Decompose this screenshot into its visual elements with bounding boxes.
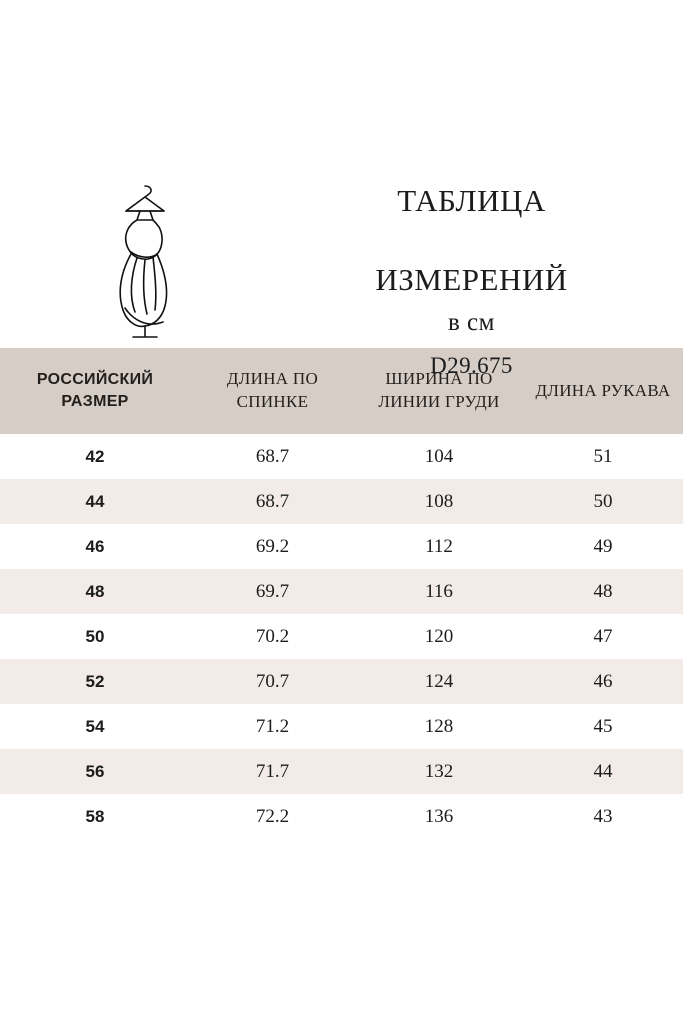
column-header-russian-size: РОССИЙСКИЙ РАЗМЕР (0, 348, 190, 434)
cell-back-length: 69.2 (190, 524, 355, 569)
cell-sleeve-length: 46 (523, 659, 683, 704)
table-row (0, 479, 683, 524)
column-header-back-length: ДЛИНА ПО СПИНКЕ (190, 348, 355, 434)
cell-size: 54 (0, 704, 190, 749)
title-area (290, 141, 683, 379)
cell-size: 56 (0, 749, 190, 794)
cell-sleeve-length: 43 (523, 794, 683, 839)
cell-size: 44 (0, 479, 190, 524)
cell-size: 42 (0, 434, 190, 479)
cell-sleeve-length: 51 (523, 434, 683, 479)
cell-sleeve-length: 50 (523, 479, 683, 524)
cell-back-length: 71.2 (190, 704, 355, 749)
cell-chest-width: 108 (355, 479, 523, 524)
logo-area (0, 180, 290, 340)
title-line-2: ИЗМЕРЕНИЙ (375, 261, 568, 297)
cell-chest-width: 132 (355, 749, 523, 794)
title-units: в см (448, 308, 495, 336)
column-header-chest-width: ШИРИНА ПО ЛИНИИ ГРУДИ (355, 348, 523, 434)
table-row (0, 794, 683, 839)
cell-chest-width: 120 (355, 614, 523, 659)
size-chart-card (0, 172, 683, 839)
cell-back-length: 68.7 (190, 434, 355, 479)
cell-back-length: 70.7 (190, 659, 355, 704)
cell-sleeve-length: 45 (523, 704, 683, 749)
table-row (0, 524, 683, 569)
product-code: D29.675 (430, 353, 513, 379)
table-row (0, 749, 683, 794)
cell-size: 52 (0, 659, 190, 704)
mannequin-icon (85, 180, 205, 340)
cell-back-length: 72.2 (190, 794, 355, 839)
cell-chest-width: 128 (355, 704, 523, 749)
cell-chest-width: 136 (355, 794, 523, 839)
page-title (290, 141, 653, 339)
cell-size: 46 (0, 524, 190, 569)
table-row (0, 569, 683, 614)
cell-chest-width: 124 (355, 659, 523, 704)
cell-size: 50 (0, 614, 190, 659)
cell-sleeve-length: 47 (523, 614, 683, 659)
table-row (0, 659, 683, 704)
column-header-sleeve-length: ДЛИНА РУКАВА (523, 348, 683, 434)
cell-chest-width: 112 (355, 524, 523, 569)
cell-back-length: 71.7 (190, 749, 355, 794)
size-table (0, 348, 683, 839)
cell-sleeve-length: 44 (523, 749, 683, 794)
cell-back-length: 68.7 (190, 479, 355, 524)
cell-chest-width: 116 (355, 569, 523, 614)
table-row (0, 704, 683, 749)
table-row (0, 434, 683, 479)
cell-sleeve-length: 48 (523, 569, 683, 614)
title-line-1: ТАБЛИЦА (397, 182, 546, 218)
cell-size: 58 (0, 794, 190, 839)
cell-sleeve-length: 49 (523, 524, 683, 569)
table-row (0, 614, 683, 659)
cell-back-length: 69.7 (190, 569, 355, 614)
cell-size: 48 (0, 569, 190, 614)
cell-back-length: 70.2 (190, 614, 355, 659)
cell-chest-width: 104 (355, 434, 523, 479)
chart-header (0, 172, 683, 379)
